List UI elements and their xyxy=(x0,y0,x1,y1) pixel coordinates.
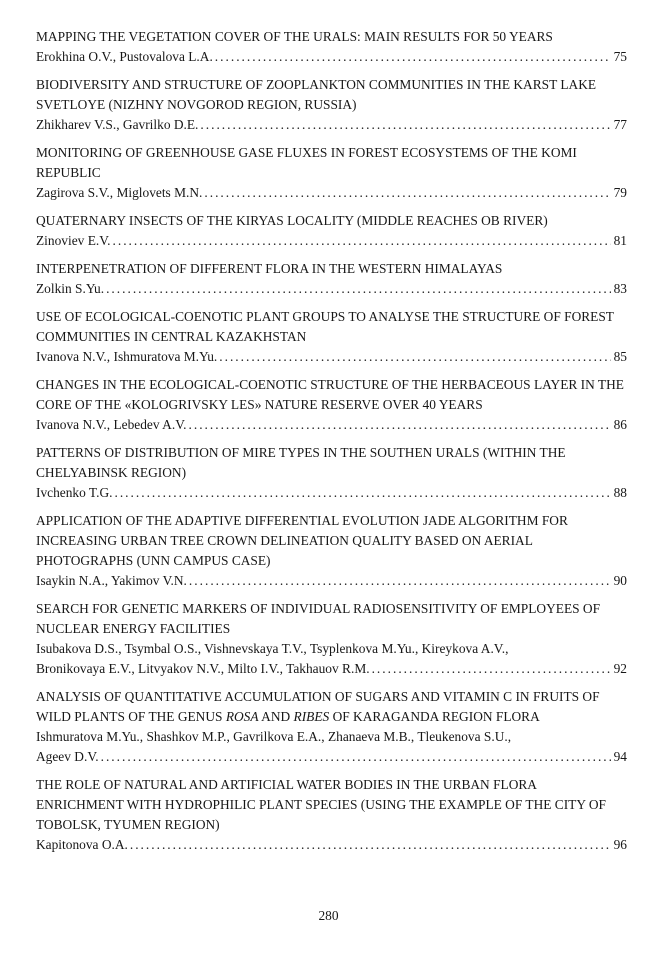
dot-leader xyxy=(101,747,611,767)
entry-title xyxy=(36,599,627,639)
entry-authors-line xyxy=(36,835,627,855)
title-segment: QUATERNARY INSECTS OF THE KIRYAS LOCALITY (MIDDLE REACHES OB RIVER) xyxy=(36,213,548,228)
entry-authors: Isaykin N.A., Yakimov V.N. xyxy=(36,573,187,588)
entry-authors-line xyxy=(36,415,627,435)
page-number: 280 xyxy=(318,908,339,923)
entry-page-number: 75 xyxy=(613,49,627,64)
entry-title xyxy=(36,307,627,347)
dot-leader xyxy=(219,347,610,367)
toc-entry xyxy=(36,511,627,591)
toc-entry xyxy=(36,143,627,203)
toc-entry xyxy=(36,211,627,251)
entry-title xyxy=(36,143,627,183)
toc-entry xyxy=(36,775,627,855)
entry-page-number: 77 xyxy=(613,117,627,132)
entry-authors: Ivanova N.V., Lebedev A.V. xyxy=(36,417,187,432)
entry-authors: Zhikharev V.S., Gavrilko D.E. xyxy=(36,117,199,132)
entry-authors: Ivanova N.V., Ishmuratova M.Yu. xyxy=(36,349,218,364)
title-segment-italic: ROSA xyxy=(225,709,259,724)
entry-title xyxy=(36,687,627,727)
title-segment: CHANGES IN THE ECOLOGICAL-COENOTIC STRUCTURE OF THE HERBACEOUS LAYER IN THE CORE OF THE «KOLOGRIVSKY LES» NATURE RESERVE OVER 40 YEARS xyxy=(36,377,624,412)
entry-authors: Ivchenko T.G. xyxy=(36,485,113,500)
entry-authors-line xyxy=(36,483,627,503)
entry-authors: Zinoviev E.V. xyxy=(36,233,111,248)
entry-authors: Bronikovaya E.V., Litvyakov N.V., Milto I.V., Takhauov R.M. xyxy=(36,661,370,676)
entry-title xyxy=(36,775,627,835)
entry-title xyxy=(36,27,627,47)
entry-authors-line xyxy=(36,183,627,203)
title-segment: PATTERNS OF DISTRIBUTION OF MIRE TYPES IN THE SOUTHEN URALS (WITHIN THE CHELYABINSK REGION) xyxy=(36,445,566,480)
toc-entry xyxy=(36,307,627,367)
entry-authors-line: Isubakova D.S., Tsymbal O.S., Vishnevskaya T.V., Tsyplenkova M.Yu., Kireykova A.V., xyxy=(36,641,509,656)
entry-authors-line xyxy=(36,747,627,767)
toc-entry xyxy=(36,259,627,299)
entry-title xyxy=(36,211,627,231)
entry-page-number: 96 xyxy=(613,837,627,852)
entry-authors: Ageev D.V. xyxy=(36,749,99,764)
entry-page-number: 86 xyxy=(613,417,627,432)
dot-leader xyxy=(372,659,611,679)
entry-authors-line xyxy=(36,347,627,367)
title-segment: AND xyxy=(258,709,294,724)
title-segment: APPLICATION OF THE ADAPTIVE DIFFERENTIAL EVOLUTION JADE ALGORITHM FOR INCREASING URBAN TREE CROWN DELINEATION QUALITY BASED ON AERIAL PHOTOGRAPHS (UNN CAMPUS CASE) xyxy=(36,513,568,568)
entry-page-number: 81 xyxy=(613,233,627,248)
title-segment: THE ROLE OF NATURAL AND ARTIFICIAL WATER BODIES IN THE URBAN FLORA ENRICHMENT WITH HYDROPHILIC PLANT SPECIES (USING THE EXAMPLE OF THE CITY OF TOBOLSK, TYUMEN REGION) xyxy=(36,777,606,832)
entry-page-number: 94 xyxy=(613,749,627,764)
dot-leader xyxy=(106,279,611,299)
entry-authors: Zolkin S.Yu. xyxy=(36,281,105,296)
entry-authors-line xyxy=(36,279,627,299)
entry-page-number: 85 xyxy=(613,349,627,364)
entry-title xyxy=(36,375,627,415)
entry-page-number: 88 xyxy=(613,485,627,500)
title-segment-italic: RIBES xyxy=(293,709,330,724)
title-segment: MONITORING OF GREENHOUSE GASE FLUXES IN FOREST ECOSYSTEMS OF THE KOMI REPUBLIC xyxy=(36,145,577,180)
entry-title xyxy=(36,259,627,279)
dot-leader xyxy=(114,483,610,503)
dot-leader xyxy=(130,835,611,855)
entry-authors-line: Ishmuratova M.Yu., Shashkov M.P., Gavrilkova E.A., Zhanaeva M.B., Tleukenova S.U., xyxy=(36,729,512,744)
toc-entry xyxy=(36,75,627,135)
toc-entry xyxy=(36,599,627,679)
title-segment: MAPPING THE VEGETATION COVER OF THE URALS: MAIN RESULTS FOR 50 YEARS xyxy=(36,29,553,44)
entry-title xyxy=(36,75,627,115)
entry-page-number: 92 xyxy=(613,661,627,676)
entry-page-number: 83 xyxy=(613,281,627,296)
entry-page-number: 79 xyxy=(613,185,627,200)
dot-leader xyxy=(189,571,611,591)
title-segment: USE OF ECOLOGICAL-COENOTIC PLANT GROUPS TO ANALYSE THE STRUCTURE OF FOREST COMMUNITIES IN CENTRAL KAZAKHSTAN xyxy=(36,309,614,344)
entry-authors-line xyxy=(36,115,627,135)
dot-leader xyxy=(204,183,610,203)
title-segment: OF KARAGANDA REGION FLORA xyxy=(329,709,540,724)
dot-leader xyxy=(189,415,611,435)
entry-page-number: 90 xyxy=(613,573,627,588)
entry-authors-line xyxy=(36,47,627,67)
toc-entries xyxy=(36,27,627,855)
title-segment: BIODIVERSITY AND STRUCTURE OF ZOOPLANKTON COMMUNITIES IN THE KARST LAKE SVETLOYE (NIZHNY NOVGOROD REGION, RUSSIA) xyxy=(36,77,597,112)
entry-authors-line xyxy=(36,659,627,679)
dot-leader xyxy=(200,115,610,135)
toc-entry xyxy=(36,443,627,503)
entry-authors: Kapitonova O.A. xyxy=(36,837,128,852)
entry-authors: Erokhina O.V., Pustovalova L.A. xyxy=(36,49,213,64)
toc-entry xyxy=(36,687,627,767)
toc-entry xyxy=(36,375,627,435)
title-segment: SEARCH FOR GENETIC MARKERS OF INDIVIDUAL RADIOSENSITIVITY OF EMPLOYEES OF NUCLEAR ENERGY FACILITIES xyxy=(36,601,601,636)
title-segment: ANALYSIS OF QUANTITATIVE ACCUMULATION OF SUGARS AND VITAMIN C IN FRUITS OF WILD PLANTS OF THE GENUS xyxy=(36,689,600,724)
entry-authors-line xyxy=(36,231,627,251)
dot-leader xyxy=(215,47,611,67)
entry-authors-line xyxy=(36,571,627,591)
entry-title xyxy=(36,511,627,571)
entry-title xyxy=(36,443,627,483)
entry-authors: Zagirova S.V., Miglovets M.N. xyxy=(36,185,203,200)
dot-leader xyxy=(113,231,611,251)
title-segment: INTERPENETRATION OF DIFFERENT FLORA IN THE WESTERN HIMALAYAS xyxy=(36,261,503,276)
toc-entry xyxy=(36,27,627,67)
